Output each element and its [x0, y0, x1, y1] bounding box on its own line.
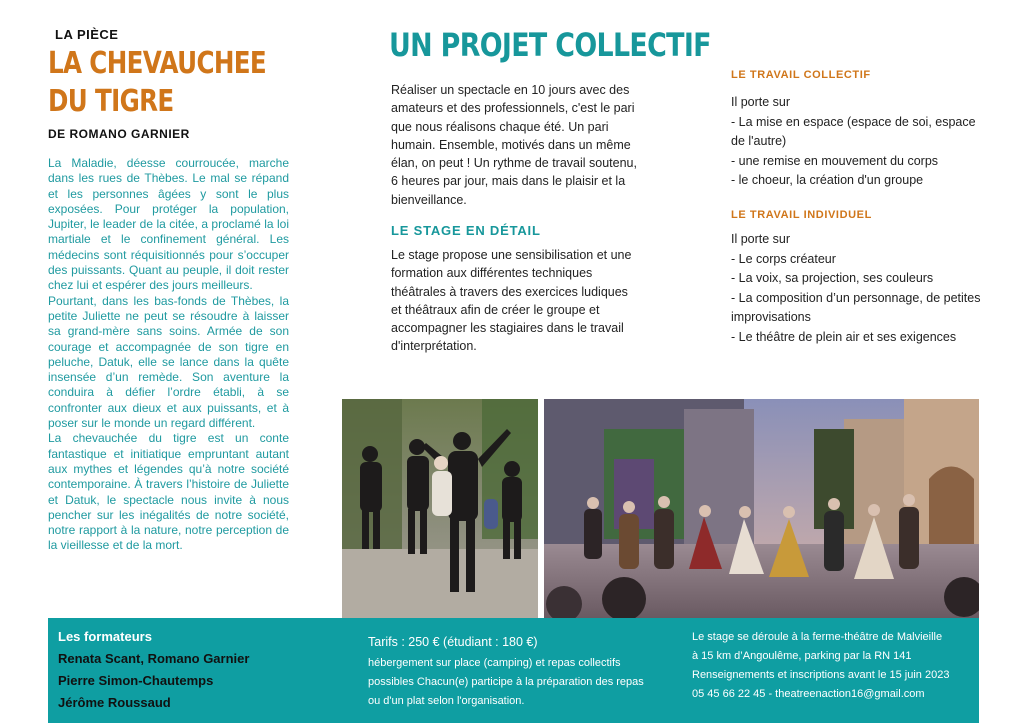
intro-paragraph: Réaliser un spectacle en 10 jours avec des amateurs et des professionnels, c'est le pari que nous réalisons chaque été. Un pari humain. Ensemble, motivés dans un même élan, on peut ! Un rythme de travail soutenu, 6 heures par jour, mais dans le plaisir et la bienveillance. — [391, 83, 637, 207]
trainer-name: Renata Scant, Romano Garnier — [58, 651, 250, 666]
synopsis-paragraph: La Maladie, déesse courroucée, marche dans les rues de Thèbes. Le mal se répand et les personnes âgées y sont le plus exposées. Pour protéger la population, Jupiter, le leader de la citée, a proclamé la loi martiale et le confinement général. Les médecins sont réquisitionnés pour s’occuper des puissants. Quant au peuple, il doit rester chez lui et espérer des jours meilleurs. — [48, 156, 289, 293]
info-line: Renseignements et inscriptions avant le 15 juin 2023 — [692, 669, 950, 681]
trainer-name: Jérôme Roussaud — [58, 695, 171, 710]
play-title-line-1: LA CHEVAUCHEE — [48, 46, 267, 81]
section-kicker: LA PIÈCE — [55, 27, 119, 42]
list-item: - le choeur, la création d'un groupe — [731, 173, 924, 187]
author-line: DE ROMANO GARNIER — [48, 127, 190, 141]
contact-line: 05 45 66 22 45 - theatreenaction16@gmail.com — [692, 688, 925, 700]
list-item: - une remise en mouvement du corps — [731, 153, 939, 168]
stage-heading: LE STAGE EN DÉTAIL — [391, 223, 541, 238]
list-item: - Le théâtre de plein air et ses exigences — [731, 329, 957, 344]
list-item: Il porte sur — [731, 95, 791, 109]
collective-work-heading: LE TRAVAIL COLLECTIF — [731, 69, 871, 81]
list-item: - La composition d’un personnage, de petites improvisations — [731, 290, 981, 324]
synopsis-paragraph: Pourtant, dans les bas-fonds de Thèbes, la petite Juliette ne peut se résoudre à laisser sa grand-mère sans soins. Armée de son courage et accompagnée de son tigre en peluche, Datuk, elle se lance dans la quête insensée d’un remède. Son aventure la conduira à défier l’ordre établi, à se confronter aux dieux et aux puissants, et à poser sur le monde un regard différent. — [48, 293, 289, 431]
info-line: Le stage se déroule à la ferme-théâtre de Malvieille — [692, 631, 943, 643]
info-line: à 15 km d’Angoulême, parking par la RN 141 — [692, 650, 912, 662]
stage-paragraph: Le stage propose une sensibilisation et une formation aux différentes techniques théâtrales à travers des exercices ludiques et théâtraux afin de créer le groupe et accompagner les stagiaires dans le travail d'interprétation. — [391, 248, 632, 354]
play-title — [48, 45, 266, 121]
individual-work-list — [731, 230, 991, 347]
outdoor-performance-photo — [544, 399, 979, 618]
play-title-line-2: DU TIGRE — [48, 84, 174, 119]
trainers-title: Les formateurs — [58, 629, 152, 644]
venue-contact-info — [692, 628, 977, 704]
synopsis-paragraph: La chevauchée du tigre est un conte fantastique et initiatique empruntant autant aux mythes et légendes qu’à notre société contemporaine. À travers l’histoire de Juliette et Datuk, le spectacle nous invite à nous pencher sur les inégalités de notre société, notre rapport à la nature, notre perception de la vieillesse et de la mort. — [48, 431, 289, 553]
list-item: - Le corps créateur — [731, 251, 836, 266]
price-line: Tarifs : 250 € (étudiant : 180 €) — [368, 635, 538, 649]
list-item: - La voix, sa projection, ses couleurs — [731, 271, 934, 285]
lodging-info: hébergement sur place (camping) et repas collectifs possibles Chacun(e) participe à la préparation des repas ou d'un plat selon l'organisation. — [368, 657, 644, 707]
synopsis — [48, 156, 289, 554]
rehearsal-photo — [342, 399, 538, 618]
trainer-name: Pierre Simon-Chautemps — [58, 673, 214, 688]
list-item: Il porte sur — [731, 232, 791, 246]
individual-work-heading: LE TRAVAIL INDIVIDUEL — [731, 209, 872, 221]
list-item: - La mise en espace (espace de soi, espace de l'autre) — [731, 114, 976, 148]
collective-work-list — [731, 93, 991, 191]
main-title: UN PROJET COLLECTIF — [389, 26, 711, 64]
